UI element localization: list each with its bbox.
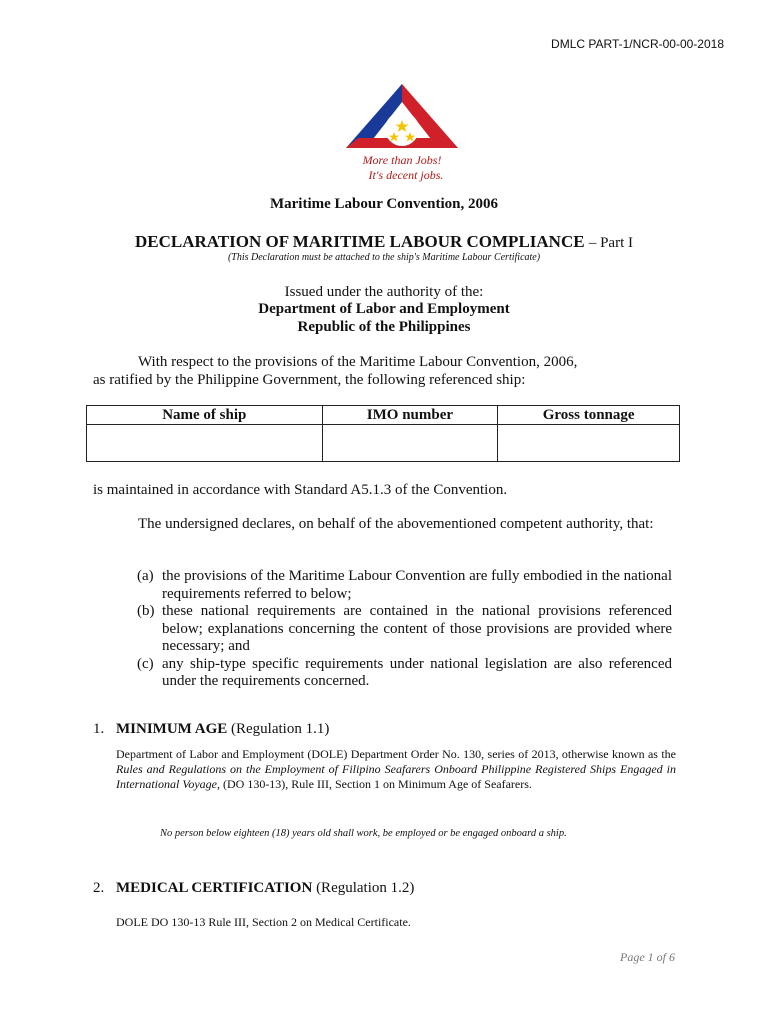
section-regulation: (Regulation 1.2) (316, 880, 415, 896)
intro-paragraph (93, 353, 673, 389)
declaration-heading: DECLARATION OF MARITIME LABOUR COMPLIANCE (135, 232, 585, 251)
issued-under: Issued under the authority of the: (284, 284, 484, 300)
section-medical-certification-heading (93, 880, 414, 897)
maintained-statement: is maintained in accordance with Standard A5.1.3 of the Convention. (93, 482, 508, 498)
section-title: MEDICAL CERTIFICATION (116, 880, 313, 896)
section-minimum-age-heading (93, 721, 329, 738)
body-text-italic: Rules and Regulations on the Employment of Filipino Seafarers Onboard Philippine Registered Ships Engaged in International Voyage (116, 762, 676, 791)
department-name: Department of Labor and Employment (258, 301, 510, 317)
declaration-note: (This Declaration must be attached to the ship's Maritime Labour Certificate) (227, 252, 541, 263)
header-name-of-ship: Name of ship (87, 406, 323, 425)
clause-text: any ship-type specific requirements under national legislation are also referenced under the requirements concerned. (162, 655, 672, 689)
ship-table (86, 405, 680, 462)
clause-text: the provisions of the Maritime Labour Convention are fully embodied in the national requirements referred to below; (162, 568, 672, 602)
section-minimum-age-body (116, 747, 676, 792)
header-imo-number: IMO number (322, 406, 498, 425)
gross-tonnage-cell[interactable] (498, 425, 680, 462)
clause-item (137, 603, 672, 656)
dole-logo (336, 82, 468, 186)
body-text-post: , (DO 130-13), Rule III, Section 1 on Minimum Age of Seafarers. (216, 777, 532, 791)
clause-text: these national requirements are contained in the national provisions referenced below; explanations concerning the content of those provisions are provided where necessary; and (162, 603, 672, 654)
logo-tagline-2: It's decent jobs. (368, 168, 444, 182)
page-number: Page 1 of 6 (620, 950, 675, 964)
clause-label: (c) (137, 655, 154, 672)
ship-name-cell[interactable] (87, 425, 323, 462)
section-regulation: (Regulation 1.1) (231, 721, 330, 737)
republic-name: Republic of the Philippines (297, 319, 471, 335)
section-number: 1. (93, 721, 105, 737)
declaration-part: – Part I (588, 235, 633, 251)
logo-emblem (346, 84, 458, 148)
intro-line-1: With respect to the provisions of the Maritime Labour Convention, 2006, (138, 354, 578, 370)
clause-item (137, 656, 672, 691)
section-number: 2. (93, 880, 105, 896)
convention-title: Maritime Labour Convention, 2006 (269, 196, 499, 212)
section-minimum-age-quote: No person below eighteen (18) years old shall work, be employed or be engaged onboard a ship. (160, 828, 567, 839)
section-title: MINIMUM AGE (116, 721, 228, 737)
imo-number-cell[interactable] (322, 425, 498, 462)
section-medical-certification-body: DOLE DO 130-13 Rule III, Section 2 on Medical Certificate. (116, 915, 411, 929)
header-gross-tonnage: Gross tonnage (498, 406, 680, 425)
body-text-pre: Department of Labor and Employment (DOLE) Department Order No. 130, series of 2013, otherwise known as the (116, 747, 676, 761)
ship-table-header-row (87, 406, 680, 425)
undersigned-paragraph (93, 515, 673, 533)
clause-label: (b) (137, 603, 155, 619)
declaration-title (0, 232, 768, 252)
undersigned-text: The undersigned declares, on behalf of the abovementioned competent authority, that: (138, 516, 654, 532)
clause-list (137, 568, 672, 691)
intro-line-2: as ratified by the Philippine Government, the following referenced ship: (93, 372, 526, 388)
logo-tagline-1: More than Jobs! (362, 153, 442, 167)
ship-table-row (87, 425, 680, 462)
document-reference: DMLC PART-1/NCR-00-00-2018 (551, 37, 724, 51)
clause-item (137, 568, 672, 603)
clause-label: (a) (137, 568, 154, 584)
